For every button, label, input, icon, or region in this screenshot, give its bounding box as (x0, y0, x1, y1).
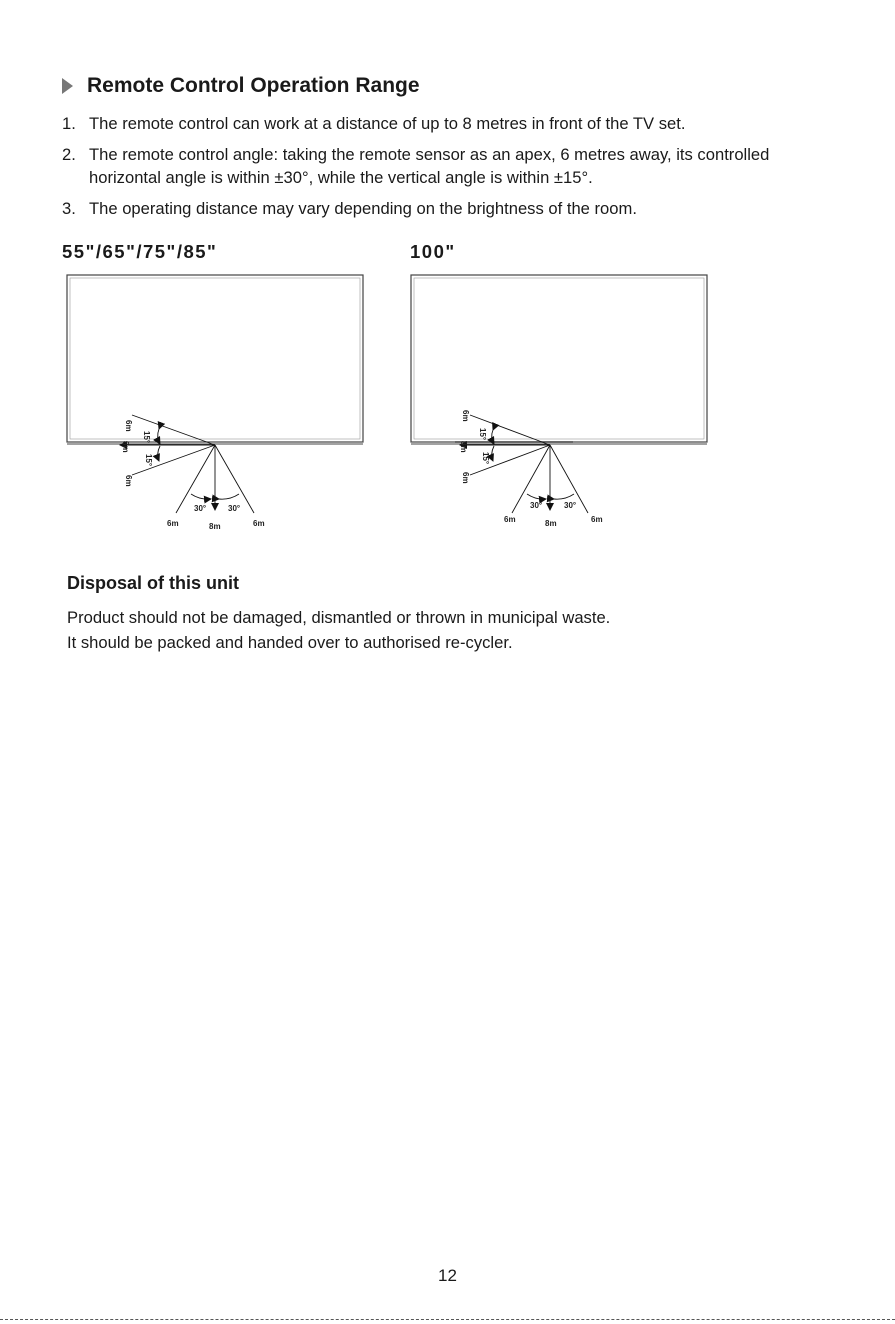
item-number: 2. (62, 145, 76, 164)
item-number: 1. (62, 114, 76, 133)
label-left-6m: 6m (504, 515, 516, 524)
label-top-6m: 6m (461, 410, 470, 422)
label-down-15: 15° (144, 454, 153, 467)
label-left-6m: 6m (167, 519, 179, 528)
label-right-30: 30° (228, 504, 241, 513)
label-right-30: 30° (564, 501, 577, 510)
item-text: The operating distance may vary depending on the brightness of the room. (89, 199, 637, 218)
range-lines (120, 415, 254, 513)
label-right-6m: 6m (591, 515, 603, 524)
label-bottom-6m: 6m (124, 475, 133, 487)
disposal-line: Product should not be damaged, dismantled or thrown in municipal waste. (67, 608, 611, 627)
list-item (62, 197, 822, 220)
tv-screen-inner (414, 278, 704, 439)
triangle-bullet-icon (62, 78, 73, 94)
item-text: The remote control angle: taking the remote sensor as an apex, 6 metres away, its controlled horizontal angle is within ±30°, while the vertical angle is within ±15°. (89, 145, 770, 187)
item-number: 3. (62, 199, 76, 218)
model-label-small: 55"/65"/75"/85" (62, 241, 218, 262)
list-item (62, 112, 822, 135)
label-top-6m: 6m (124, 420, 133, 432)
section-header (62, 72, 420, 100)
tv-screen-outline (67, 275, 363, 442)
instructions-list (62, 112, 822, 228)
label-front-8m: 8m (209, 522, 221, 531)
section-title: Remote Control Operation Range (87, 74, 420, 97)
disposal-title: Disposal of this unit (67, 573, 240, 593)
page-number: 12 (438, 1266, 457, 1285)
label-side-8m: 8m (459, 441, 468, 453)
label-up-15: 15° (142, 431, 151, 444)
disposal-line: It should be packed and handed over to authorised re-cycler. (67, 633, 513, 652)
label-bottom-6m: 6m (461, 472, 470, 484)
list-item (62, 143, 822, 189)
bottom-divider (0, 1319, 895, 1320)
label-up-15: 15° (478, 428, 487, 441)
remote-range-diagram-small (60, 270, 370, 540)
label-side-8m: 8m (121, 441, 130, 453)
remote-range-diagram-large (405, 270, 715, 540)
label-left-30: 30° (194, 504, 207, 513)
label-down-15: 15° (481, 452, 490, 465)
tv-screen-inner (70, 278, 360, 439)
label-front-8m: 8m (545, 519, 557, 528)
item-text: The remote control can work at a distance of up to 8 metres in front of the TV set. (89, 114, 686, 133)
label-right-6m: 6m (253, 519, 265, 528)
disposal-body (67, 605, 827, 655)
label-left-30: 30° (530, 501, 543, 510)
tv-screen-outline (411, 275, 707, 442)
model-label-large: 100" (410, 241, 456, 262)
